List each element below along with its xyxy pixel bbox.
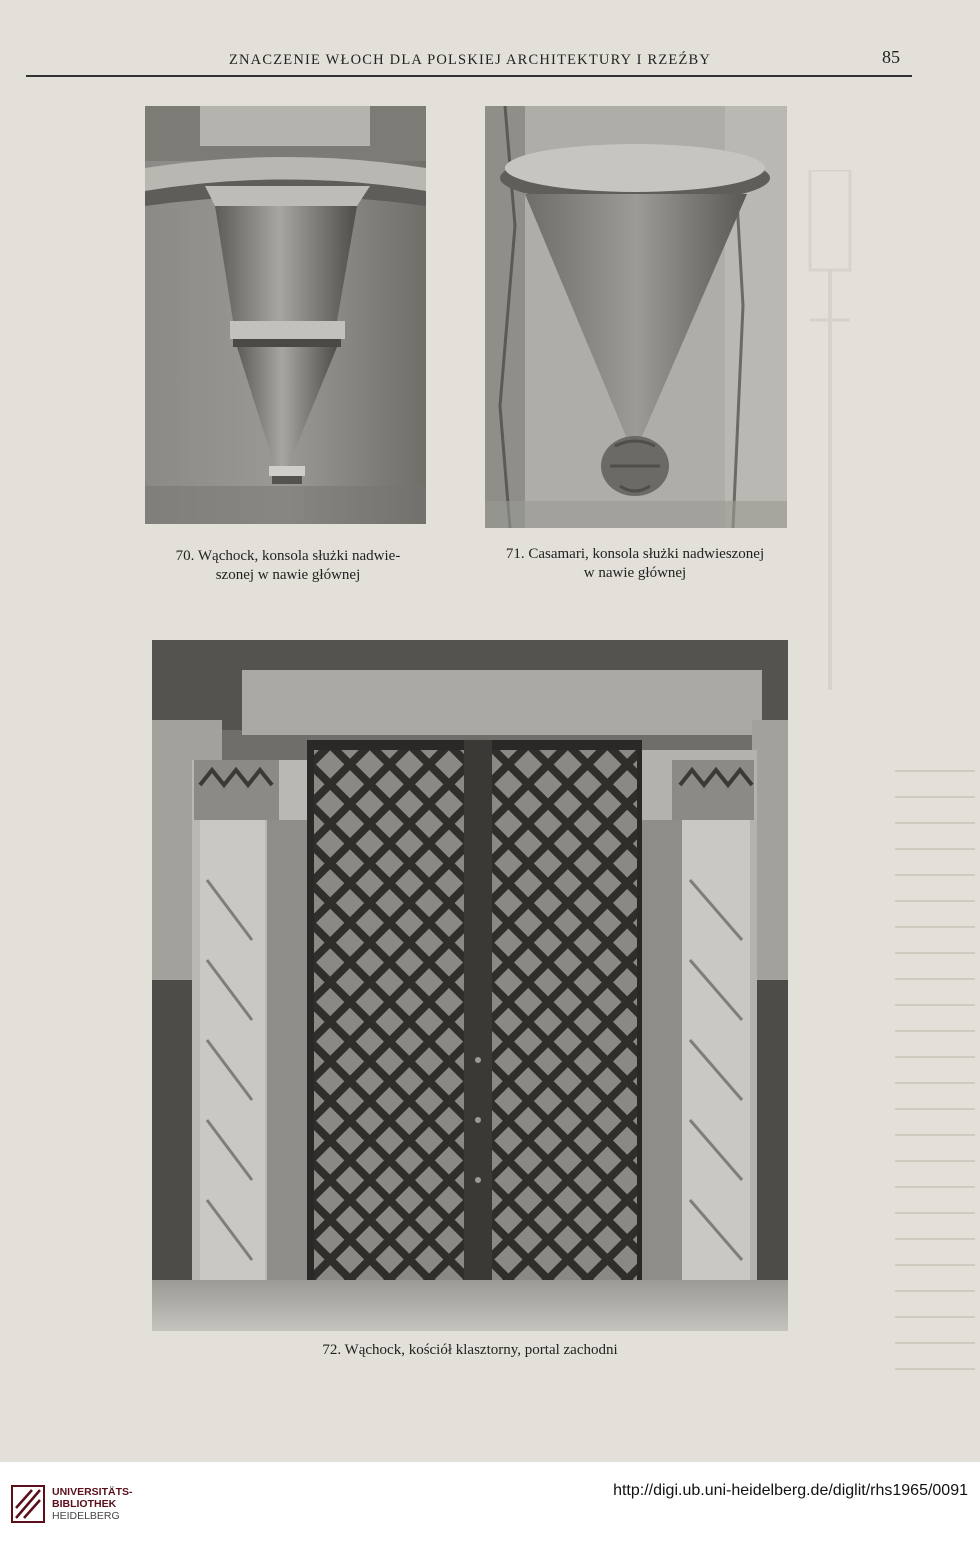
figure-72-photo: [152, 640, 788, 1331]
bleed-through-text: [895, 770, 975, 1394]
caption-line: 71. Casamari, konsola służki nadwieszonej: [505, 546, 765, 562]
figure-72-caption: [230, 1341, 710, 1360]
page-number: 85: [882, 47, 900, 67]
source-url-link[interactable]: http://digi.ub.uni-heidelberg.de/diglit/rhs1965/0091: [613, 1482, 968, 1499]
caption-line: 70. Wąchock, konsola służki nadwie-: [175, 548, 401, 564]
caption-line: 72. Wąchock, kościół klasztorny, portal zachodni: [322, 1342, 618, 1358]
library-line: HEIDELBERG: [52, 1510, 120, 1522]
figure-70-photo: [145, 106, 426, 524]
digitization-footer: [0, 1462, 980, 1541]
figure-70-caption: [138, 547, 438, 585]
figure-71-photo: [485, 106, 787, 528]
library-line: BIBLIOTHEK: [52, 1498, 117, 1510]
library-line: UNIVERSITÄTS-: [52, 1486, 133, 1498]
caption-line: szonej w nawie głównej: [215, 567, 361, 583]
header-rule: [26, 75, 912, 77]
figure-71-caption: [475, 545, 795, 583]
library-logo-icon: [10, 1484, 46, 1524]
running-head: ZNACZENIE WŁOCH DLA POLSKIEJ ARCHITEKTURY I RZEŹBY: [228, 52, 712, 68]
library-name: [52, 1486, 133, 1522]
bleed-through-ornament: [800, 170, 860, 690]
caption-line: w nawie głównej: [583, 565, 687, 581]
